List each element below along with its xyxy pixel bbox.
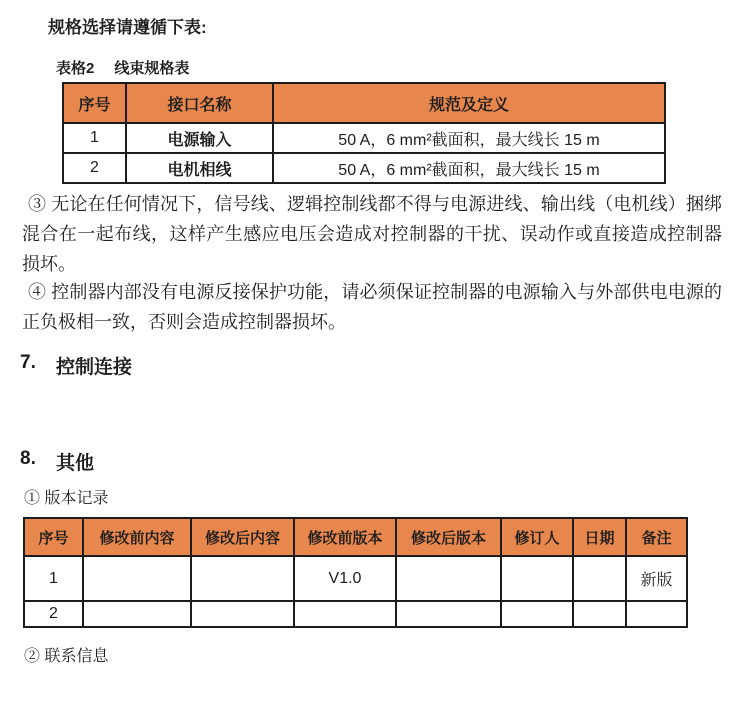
column-header-date: 日期 [573, 518, 626, 556]
cell-remark: 新版 [626, 556, 687, 601]
cell-reviser [501, 601, 573, 627]
table1-caption-label: 表格2 [56, 60, 95, 77]
column-header-index: 序号 [24, 518, 83, 556]
cell-content-before [83, 601, 191, 627]
cell-version-after [396, 556, 501, 601]
heading-others [20, 448, 94, 475]
cell-interface-name: 电机相线 [126, 153, 273, 183]
column-header-spec-definition: 规范及定义 [273, 83, 665, 123]
column-header-version-before: 修改前版本 [294, 518, 396, 556]
column-header-index: 序号 [63, 83, 126, 123]
table1-caption [56, 57, 189, 78]
cell-index: 1 [63, 123, 126, 153]
cell-reviser [501, 556, 573, 601]
cell-index: 2 [63, 153, 126, 183]
column-header-remark: 备注 [626, 518, 687, 556]
cell-date [573, 601, 626, 627]
heading-control-connection [20, 352, 132, 379]
cell-remark [626, 601, 687, 627]
heading-text: 控制连接 [56, 357, 133, 378]
cell-content-after [191, 556, 294, 601]
table-row [24, 601, 687, 627]
section-label-contact-info: ② 联系信息 [24, 648, 109, 665]
note-paragraph-4: ④ 控制器内部没有电源反接保护功能，请必须保证控制器的电源输入与外部供电电源的正负极相一致，否则会造成控制器损坏。 [22, 282, 722, 332]
intro-text: 规格选择请遵循下表: [48, 18, 207, 37]
column-header-content-before: 修改前内容 [83, 518, 191, 556]
section-label-version-record: ① 版本记录 [24, 490, 109, 507]
cell-content-before [83, 556, 191, 601]
cell-index: 1 [24, 556, 83, 601]
cell-interface-name: 电源输入 [126, 123, 273, 153]
cell-content-after [191, 601, 294, 627]
wire-spec-header-row [63, 83, 665, 123]
table-row [63, 153, 665, 183]
cell-date [573, 556, 626, 601]
cell-spec: 50 A，6 mm²截面积，最大线长 15 m [273, 123, 665, 153]
version-record-header-row [24, 518, 687, 556]
cell-index: 2 [24, 601, 83, 627]
heading-number: 7. [20, 352, 36, 373]
column-header-content-after: 修改后内容 [191, 518, 294, 556]
note-paragraph-3: ③ 无论在任何情况下，信号线、逻辑控制线都不得与电源进线、输出线（电机线）捆绑混合在一起布线，这样产生感应电压会造成对控制器的干扰、误动作或直接造成控制器损坏。 [22, 194, 722, 274]
wire-spec-table [62, 82, 666, 184]
cell-version-after [396, 601, 501, 627]
heading-text: 其他 [56, 453, 95, 474]
column-header-interface-name: 接口名称 [126, 83, 273, 123]
cell-spec: 50 A，6 mm²截面积，最大线长 15 m [273, 153, 665, 183]
table1-caption-title: 线束规格表 [114, 60, 190, 77]
column-header-reviser: 修订人 [501, 518, 573, 556]
column-header-version-after: 修改后版本 [396, 518, 501, 556]
cell-version-before [294, 601, 396, 627]
version-record-table [23, 517, 688, 628]
heading-number: 8. [20, 448, 36, 469]
table-row [24, 556, 687, 601]
table-row [63, 123, 665, 153]
cell-version-before: V1.0 [294, 556, 396, 601]
